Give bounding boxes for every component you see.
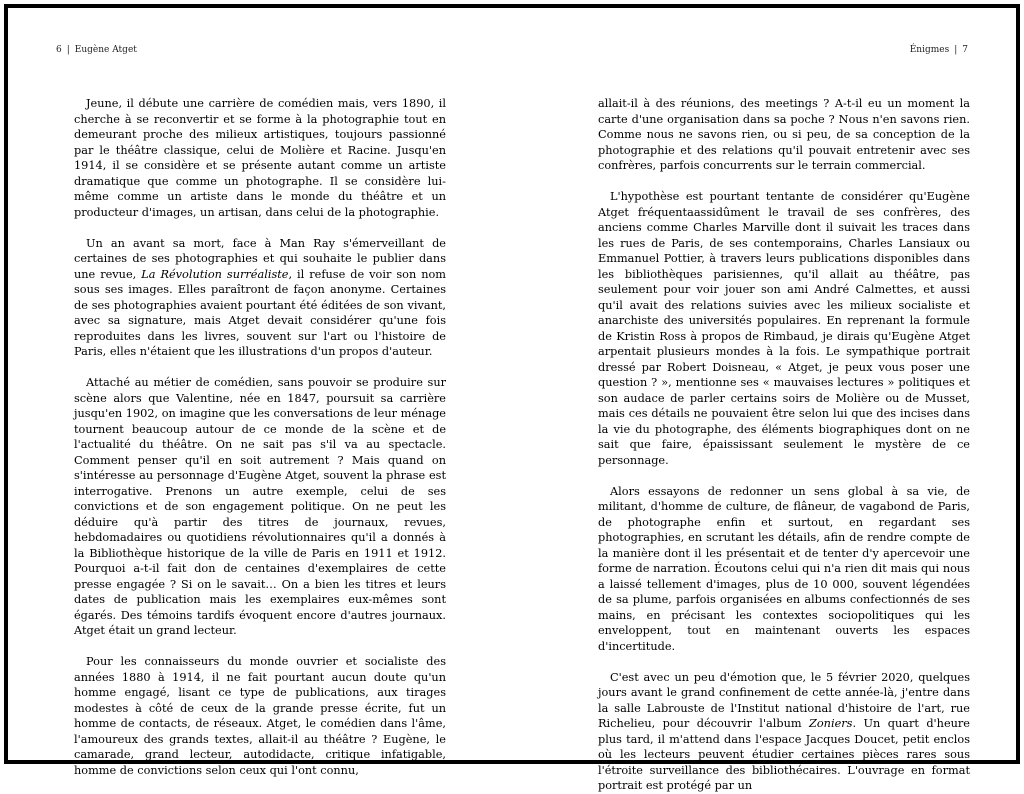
right-page xyxy=(512,8,1016,792)
paragraph-text: Un an avant sa mort, face à Man Ray s'émerveillant de certaines de ses photographies et qui souhaite le publier dans une revue, xyxy=(74,236,446,281)
header-separator: | xyxy=(954,45,958,55)
paragraph: Jeune, il débute une carrière de comédien mais, vers 1890, il cherche à se reconvertir et se forme à la photographie tout en demeurant proche des milieux artistiques, toujours passionné par le théâtre classique, celui de Molière et Racine. Jusqu'en 1914, il se considère et se présente autant comme un artiste dramatique que comme un photographe. Il se considère lui-même comme un artiste dans le monde du théâtre et un producteur d'images, un artisan, dans celui de la photographie. xyxy=(74,97,446,219)
right-text-block xyxy=(598,96,970,794)
paragraph: Attaché au métier de comédien, sans pouvoir se produire sur scène alors que Valentine, née en 1847, poursuit sa carrière jusqu'en 1902, on imagine que les conversations de leur ménage tournent beaucoup autour de ce monde de la scène et de l'actualité du théâtre. On ne sait pas s'il va au spectacle. Comment penser qu'il en soit autrement ? Mais quand on s'intéresse au personnage d'Eugène Atget, souvent la phrase est interrogative. Prenons un autre exemple, celui de ses convictions et de son engagement politique. On ne peut les déduire qu'à partir des titres de journaux, revues, hebdomadaires ou quotidiens révolutionnaires qu'il a donnés à la Bibliothèque historique de la ville de Paris en 1911 et 1912. Pourquoi a-t-il fait don de centaines d'exemplaires de cette presse engagée ? Si on le savait… On a bien les titres et leurs dates de publication mais les exemplaires eux-mêmes sont égarés. Des témoins tardifs évoquent encore d'autres journaux. Atget était un grand lecteur. xyxy=(74,376,446,637)
paragraph-text: , il refuse de voir son nom sous ses images. Elles paraîtront de façon anonyme. Certaines de ses photographies avaient pourtant été éditées de son vivant, avec sa signature, mais Atget devait considérer qu'une fois reproduites dans les livres, souvent sur l'art ou l'histoire de Paris, elles n'étaient que les illustrations d'un propos d'auteur. xyxy=(74,267,446,358)
italic-title: Zoniers xyxy=(809,717,853,730)
page-number: 6 xyxy=(56,45,62,55)
chapter-title: Énigmes xyxy=(909,45,950,55)
italic-title: La Révolution surréaliste xyxy=(141,267,289,281)
paragraph xyxy=(598,670,970,794)
paragraph-text: C'est avec un peu d'émotion que, le 5 février 2020, quelques jours avant le grand confinement de cette année-là, j'entre dans la salle Labrouste de l'Institut national d'histoire de l'art, rue Richelieu, pour découvrir l'album xyxy=(598,670,970,730)
paragraph-text: . Un quart d'heure plus tard, il m'attend dans l'espace Jacques Doucet, petit enclos où les lecteurs peuvent étudier certaines pièces rares sous l'étroite surveillance des bibliothécaires. L'ouvrage en format portrait est protégé par un xyxy=(598,717,970,792)
book-title: Eugène Atget xyxy=(74,45,137,55)
header-separator: | xyxy=(66,45,70,55)
left-text-block xyxy=(74,96,446,778)
paragraph: L'hypothèse est pourtant tentante de considérer qu'Eugène Atget fréquentaassidûment le travail de ses confrères, des anciens comme Charles Marville dont il suivait les traces dans les rues de Paris, de ses contemporains, Charles Lansiaux ou Emmanuel Pottier, à travers leurs publications disponibles dans les bibliothèques parisiennes, qu'il allait au théâtre, pas seulement pour voir jouer son ami André Calmettes, et aussi qu'il avait des relations suivies avec les milieux socialiste et anarchiste des universités populaires. En reprenant la formule de Kristin Ross à propos de Rimbaud, je dirais qu'Eugène Atget arpentait plusieurs mondes à la fois. Le sympathique portrait dressé par Robert Doisneau, « Atget, je peux vous poser une question ? », mentionne ses « mauvaises lectures » politiques et son audace de parler certains soirs de Molière ou de Musset, mais ces détails ne pouvaient être selon lui que des incises dans la vie du photographe, des éléments biographiques dont on ne sait que faire, épaississant seulement le mystère de ce personnage. xyxy=(598,190,970,467)
paragraph: Alors essayons de redonner un sens global à sa vie, de militant, d'homme de culture, de flâneur, de vagabond de Paris, de photographe enfin et surtout, en regardant ses photographies, en scrutant les détails, afin de rendre compte de la manière dont il les présentait et de tenter d'y apercevoir une forme de narration. Écoutons celui qui n'a rien dit mais qui nous a laissé tellement d'images, plus de 10 000, souvent légendées de sa plume, parfois organisées en albums confectionnés de ses mains, en précisant les contextes sociopolitiques qui les enveloppent, tout en maintenant ouverts les espaces d'incertitude. xyxy=(598,484,970,653)
left-running-head xyxy=(56,45,137,55)
page-number: 7 xyxy=(962,45,968,55)
book-spread xyxy=(4,4,1020,792)
paragraph: Pour les connaisseurs du monde ouvrier et socialiste des années 1880 à 1914, il ne fait pourtant aucun doute qu'un homme engagé, lisant ce type de publications, aux tirages modestes à côté de ceux de la grande presse écrite, fut un homme de contacts, de réseaux. Atget, le comédien dans l'âme, l'amoureux des grands textes, allait-il au théâtre ? Eugène, le camarade, grand lecteur, autodidacte, critique infatigable, homme de convictions selon ceux qui l'ont connu, xyxy=(74,655,446,777)
paragraph: allait-il à des réunions, des meetings ? A-t-il eu un moment la carte d'une organisation dans sa poche ? Nous n'en savons rien. Comme nous ne savons rien, ou si peu, de sa conception de la photographie et des relations qu'il pouvait entretenir avec ses confrères, parfois concurrents sur le terrain commercial. xyxy=(598,97,970,172)
right-running-head xyxy=(910,45,968,55)
left-page xyxy=(8,8,512,777)
paragraph xyxy=(74,236,446,360)
